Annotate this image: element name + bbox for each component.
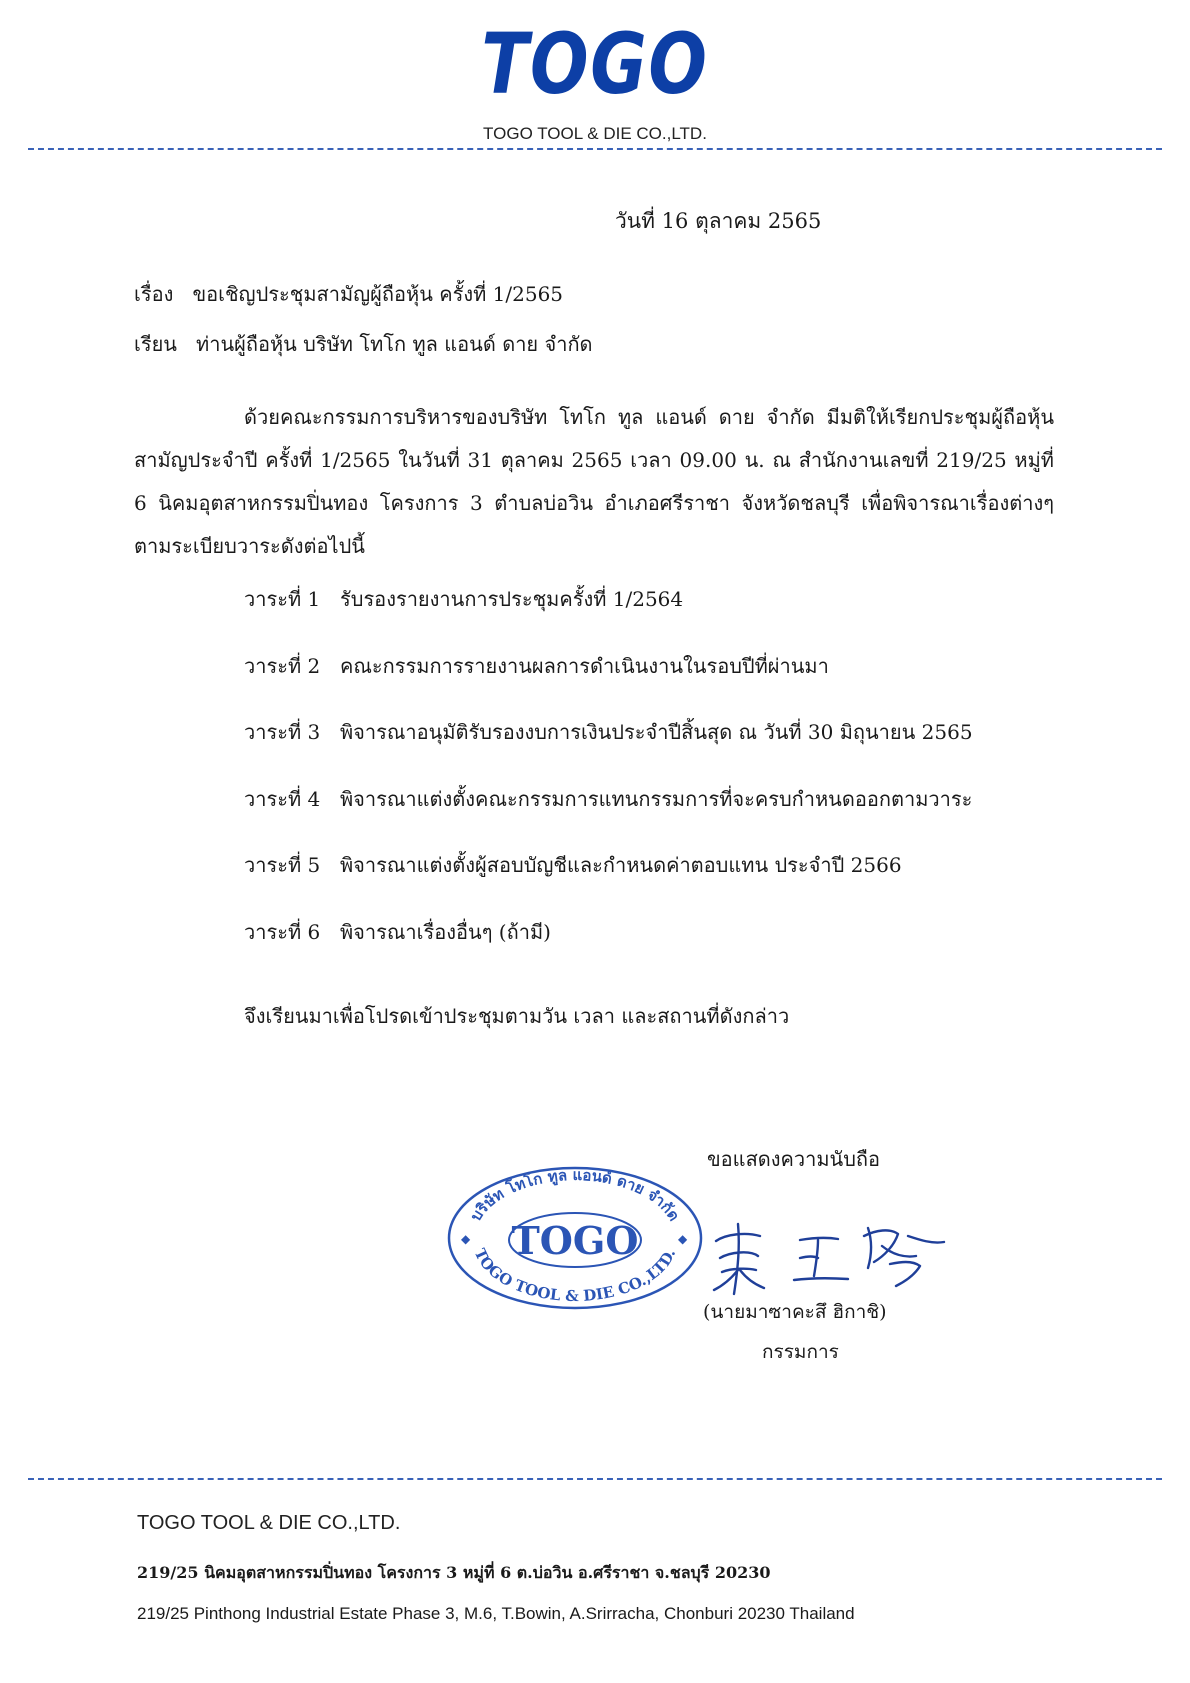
recipient-label: เรียน xyxy=(134,332,177,356)
stamp-center-text: TOGO xyxy=(511,1218,639,1263)
footer-divider xyxy=(28,1478,1162,1480)
footer-address-english: 219/25 Pinthong Industrial Estate Phase 3, M.6, T.Bowin, A.Srirracha, Chonburi 20230 Thailand xyxy=(137,1604,855,1623)
stamp-bottom-text: TOGO TOOL & DIE CO.,LTD. xyxy=(470,1245,680,1306)
header-divider xyxy=(28,148,1162,150)
agenda-text: พิจารณาแต่งตั้งผู้สอบบัญชีและกำหนดค่าตอบแทน ประจำปี 2566 xyxy=(340,853,902,877)
agenda-number: วาระที่ 2 xyxy=(244,654,321,678)
agenda-number: วาระที่ 5 xyxy=(244,853,321,877)
agenda-number: วาระที่ 4 xyxy=(244,787,321,811)
footer-company-name: TOGO TOOL & DIE CO.,LTD. xyxy=(137,1512,401,1534)
company-stamp xyxy=(445,1163,705,1313)
company-logo: TOGO xyxy=(481,15,709,113)
closing-sentence: จึงเรียนมาเพื่อโปรดเข้าประชุมตามวัน เวลา และสถานที่ดังกล่าว xyxy=(244,1004,790,1028)
subject-line xyxy=(134,278,563,310)
regards-text: ขอแสดงความนับถือ xyxy=(707,1147,881,1171)
footer-address-thai: 219/25 นิคมอุตสาหกรรมปิ่นทอง โครงการ 3 หมู่ที่ 6 ต.บ่อวิน อ.ศรีราชา จ.ชลบุรี 20230 xyxy=(137,1563,771,1582)
recipient-text: ท่านผู้ถือหุ้น บริษัท โทโก ทูล แอนด์ ดาย จำกัด xyxy=(196,332,593,356)
body-paragraph: ด้วยคณะกรรมการบริหารของบริษัท โทโก ทูล แอนด์ ดาย จำกัด มีมติให้เรียกประชุมผู้ถือหุ้นสามัญประจำปี ครั้งที่ 1/2565 ในวันที่ 31 ตุลาคม 2565 เวลา 09.00 น. ณ สำนักงานเลขที่ 219/25 หมู่ที่ 6 นิคมอุตสาหกรรมปิ่นทอง โครงการ 3 ตำบลบ่อวิน อำเภอศรีราชา จังหวัดชลบุรี เพื่อพิจารณาเรื่องต่างๆ ตามระเบียบวาระดังต่อไปนี้ xyxy=(134,405,1054,558)
header-company-name: TOGO TOOL & DIE CO.,LTD. xyxy=(483,124,707,143)
agenda-text: พิจารณาแต่งตั้งคณะกรรมการแทนกรรมการที่จะครบกำหนดออกตามวาระ xyxy=(340,787,973,811)
subject-label: เรื่อง xyxy=(134,282,174,306)
agenda-number: วาระที่ 3 xyxy=(244,720,321,744)
signer-name: (นายมาซาคะสึ ฮิกาชิ) xyxy=(703,1301,887,1323)
letter-date: วันที่ 16 ตุลาคม 2565 xyxy=(615,209,822,233)
stamp-star-left: ◆ xyxy=(461,1232,471,1246)
stamp-star-right: ◆ xyxy=(678,1232,688,1246)
agenda-text: รับรองรายงานการประชุมครั้งที่ 1/2564 xyxy=(340,587,684,611)
signer-position: กรรมการ xyxy=(762,1341,839,1363)
subject-text: ขอเชิญประชุมสามัญผู้ถือหุ้น ครั้งที่ 1/2565 xyxy=(192,282,564,306)
agenda-text: พิจารณาเรื่องอื่นๆ (ถ้ามี) xyxy=(340,920,551,944)
recipient-line xyxy=(134,328,593,360)
signature-image xyxy=(708,1206,958,1306)
agenda-text: คณะกรรมการรายงานผลการดำเนินงานในรอบปีที่ผ่านมา xyxy=(340,654,829,678)
agenda-number: วาระที่ 1 xyxy=(244,587,321,611)
agenda-number: วาระที่ 6 xyxy=(244,920,321,944)
agenda-text: พิจารณาอนุมัติรับรองงบการเงินประจำปีสิ้นสุด ณ วันที่ 30 มิถุนายน 2565 xyxy=(340,720,973,744)
stamp-top-text: บริษัท โทโก ทูล แอนด์ ดาย จำกัด xyxy=(466,1165,684,1225)
